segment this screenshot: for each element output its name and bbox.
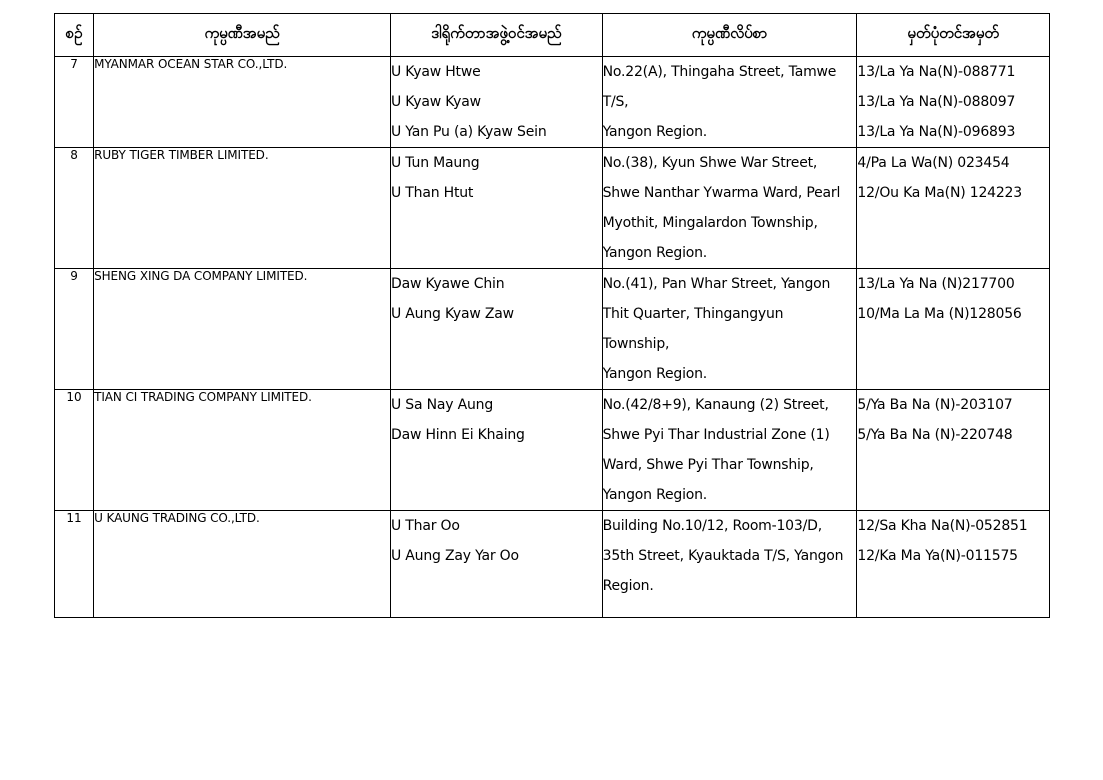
registration-number: 12/Ou Ka Ma(N) 124223 [857, 185, 1022, 201]
director-name: U Sa Nay Aung [391, 397, 494, 413]
director-name: U Kyaw Htwe [391, 64, 481, 80]
table-row [55, 57, 1050, 148]
address-line: No.(42/8+9), Kanaung (2) Street, [602, 397, 829, 413]
address-line: No.(41), Pan Whar Street, Yangon [602, 276, 831, 292]
registration-number: 12/Sa Kha Na(N)-052851 [857, 518, 1028, 534]
company-registry-table [54, 13, 1050, 618]
row-number: 11 [55, 511, 94, 618]
table-row [55, 148, 1050, 269]
registration-number: 13/La Ya Na(N)-096893 [857, 124, 1016, 140]
director-name: U Tun Maung [391, 155, 480, 171]
address-line: No.(38), Kyun Shwe War Street, [602, 155, 818, 171]
registration-number: 13/La Ya Na(N)-088771 [857, 64, 1016, 80]
address-line: Building No.10/12, Room-103/D, [602, 518, 822, 534]
address-line: No.22(A), Thingaha Street, Tamwe [602, 64, 837, 80]
registration-cell [857, 148, 1050, 269]
address-line: Yangon Region. [602, 366, 708, 382]
row-number: 8 [55, 148, 94, 269]
table-header-row [55, 14, 1050, 57]
directors-cell [391, 269, 603, 390]
address-cell [602, 390, 857, 511]
address-line: T/S, [602, 94, 629, 110]
row-number: 9 [55, 269, 94, 390]
address-line: Shwe Pyi Thar Industrial Zone (1) [602, 427, 830, 443]
address-line: Township, [602, 336, 670, 352]
registration-number: 10/Ma La Ma (N)128056 [857, 306, 1022, 322]
company-name: SHENG XING DA COMPANY LIMITED. [94, 269, 391, 390]
address-line: Yangon Region. [602, 245, 708, 261]
row-number: 7 [55, 57, 94, 148]
address-cell [602, 269, 857, 390]
director-name: U Than Htut [391, 185, 474, 201]
registration-number: 5/Ya Ba Na (N)-203107 [857, 397, 1013, 413]
address-line: Region. [602, 578, 654, 594]
row-number: 10 [55, 390, 94, 511]
address-line: Shwe Nanthar Ywarma Ward, Pearl [602, 185, 841, 201]
address-line: 35th Street, Kyauktada T/S, Yangon [602, 548, 844, 564]
company-name: TIAN CI TRADING COMPANY LIMITED. [94, 390, 391, 511]
director-name: Daw Kyawe Chin [391, 276, 505, 292]
directors-cell [391, 57, 603, 148]
registration-cell [857, 390, 1050, 511]
header-no: စဉ် [55, 14, 94, 57]
address-line: Myothit, Mingalardon Township, [602, 215, 818, 231]
address-line: Yangon Region. [602, 124, 708, 140]
director-name: U Kyaw Kyaw [391, 94, 481, 110]
header-company-address: ကုမ္ပဏီလိပ်စာ [602, 14, 857, 57]
registration-number: 12/Ka Ma Ya(N)-011575 [857, 548, 1018, 564]
header-directors: ဒါရိုက်တာအဖွဲ့ဝင်အမည် [391, 14, 603, 57]
company-name: MYANMAR OCEAN STAR CO.,LTD. [94, 57, 391, 148]
registration-cell [857, 269, 1050, 390]
director-name: U Yan Pu (a) Kyaw Sein [391, 124, 547, 140]
address-line: Thit Quarter, Thingangyun [602, 306, 784, 322]
registration-number: 13/La Ya Na(N)-088097 [857, 94, 1016, 110]
table-row [55, 390, 1050, 511]
address-cell [602, 57, 857, 148]
address-line: Ward, Shwe Pyi Thar Township, [602, 457, 814, 473]
registration-cell [857, 57, 1050, 148]
table-row [55, 511, 1050, 618]
director-name: U Aung Kyaw Zaw [391, 306, 514, 322]
header-registration-number: မှတ်ပုံတင်အမှတ် [857, 14, 1050, 57]
address-cell [602, 511, 857, 618]
registration-number: 4/Pa La Wa(N) 023454 [857, 155, 1010, 171]
directors-cell [391, 511, 603, 618]
company-name: RUBY TIGER TIMBER LIMITED. [94, 148, 391, 269]
director-name: U Aung Zay Yar Oo [391, 548, 519, 564]
registration-cell [857, 511, 1050, 618]
address-cell [602, 148, 857, 269]
registration-number: 13/La Ya Na (N)217700 [857, 276, 1015, 292]
directors-cell [391, 390, 603, 511]
company-name: U KAUNG TRADING CO.,LTD. [94, 511, 391, 618]
director-name: U Thar Oo [391, 518, 460, 534]
header-company-name: ကုမ္ပဏီအမည် [94, 14, 391, 57]
table-row [55, 269, 1050, 390]
director-name: Daw Hinn Ei Khaing [391, 427, 525, 443]
registration-number: 5/Ya Ba Na (N)-220748 [857, 427, 1013, 443]
address-line: Yangon Region. [602, 487, 708, 503]
directors-cell [391, 148, 603, 269]
